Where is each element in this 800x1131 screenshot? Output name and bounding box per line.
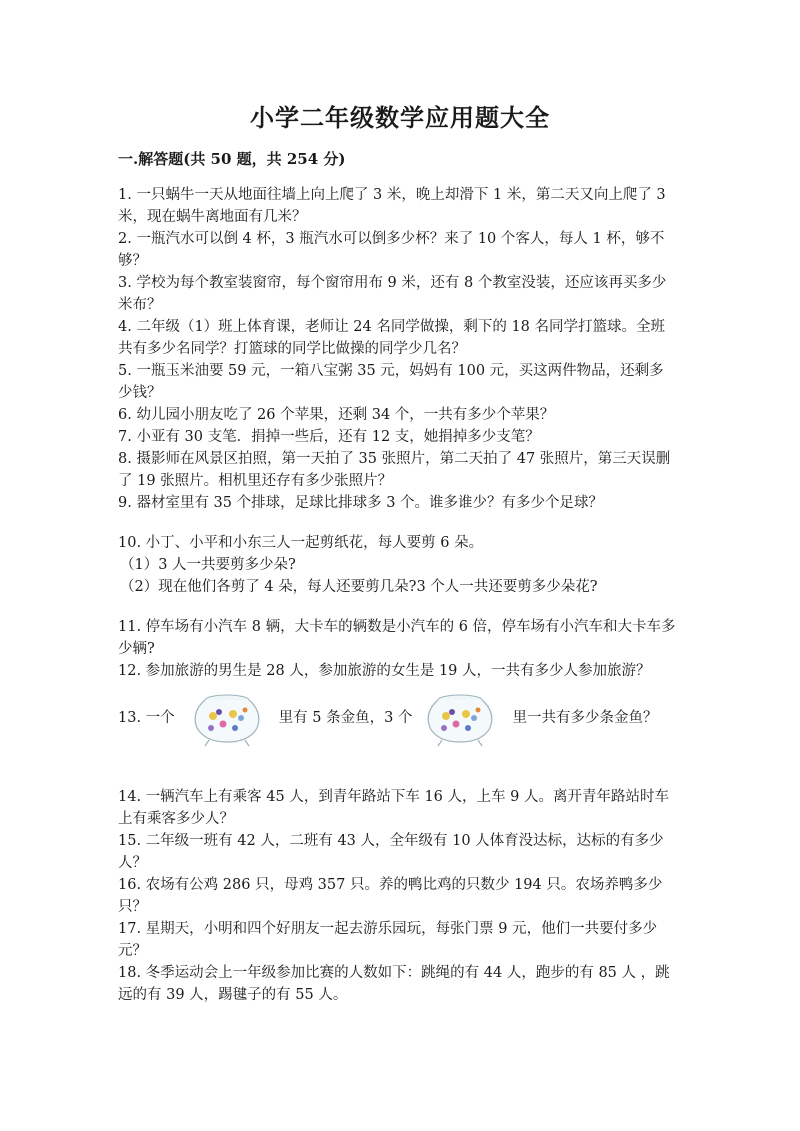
question-4: 4. 二年级（1）班上体育课，老师让 24 名同学做操，剩下的 18 名同学打篮球。全班共有多少名同学？打篮球的同学比做操的同学少几名？ [118, 319, 666, 357]
question-10: 10. 小丁、小平和小东三人一起剪纸花，每人要剪 6 朵。 [118, 535, 484, 551]
question-1: 1. 一只蜗牛一天从地面往墙上向上爬了 3 米，晚上却滑下 1 米，第二天又向上爬了 3 米，现在蜗牛离地面有几米？ [118, 187, 666, 225]
question-list [118, 184, 678, 1006]
question-13 [118, 688, 678, 748]
question-12: 12. 参加旅游的男生是 28 人，参加旅游的女生是 19 人，一共有多少人参加旅游？ [118, 663, 651, 679]
question-14: 14. 一辆汽车上有乘客 45 人，到青年路站下车 16 人，上车 9 人。离开青年路站时车上有乘客多少人？ [118, 789, 669, 827]
question-5: 5. 一瓶玉米油要 59 元，一箱八宝粥 35 元，妈妈有 100 元，买这两件物品，还剩多少钱？ [118, 363, 664, 401]
question-3: 3. 学校为每个教室装窗帘，每个窗帘用布 9 米，还有 8 个教室没装，还应该再买多少米布？ [118, 275, 667, 313]
page-title: 小学二年级数学应用题大全 [250, 103, 550, 132]
question-16: 16. 农场有公鸡 286 只，母鸡 357 只。养的鸭比鸡的只数少 194 只。农场养鸭多少只？ [118, 877, 663, 915]
question-10-part-1: （1）3 人一共要剪多少朵? [120, 557, 296, 573]
question-8: 8. 摄影师在风景区拍照，第一天拍了 35 张照片，第二天拍了 47 张照片，第三天误删了 19 张照片。相机里还存有多少张照片？ [118, 451, 671, 489]
question-9: 9. 器材室里有 35 个排球，足球比排球多 3 个。谁多谁少？有多少个足球？ [118, 495, 604, 511]
question-13-part-a: 13. 一个 [118, 710, 175, 726]
question-15: 15. 二年级一班有 42 人，二班有 43 人，全年级有 10 人体育没达标，达标的有多少人？ [118, 833, 664, 871]
question-7: 7. 小亚有 30 支笔．捐掉一些后，还有 12 支，她捐掉多少支笔？ [118, 429, 540, 445]
question-11: 11. 停车场有小汽车 8 辆，大卡车的辆数是小汽车的 6 倍，停车场有小汽车和大卡车多少辆? [118, 619, 676, 657]
question-17: 17. 星期天，小明和四个好朋友一起去游乐园玩，每张门票 9 元，他们一共要付多少元？ [118, 921, 658, 959]
question-13-part-b: 里有 5 条金鱼，3 个 [278, 710, 413, 726]
question-6: 6. 幼儿园小朋友吃了 26 个苹果，还剩 34 个，一共有多少个苹果？ [118, 407, 555, 423]
question-2: 2. 一瓶汽水可以倒 4 杯，3 瓶汽水可以倒多少杯？来了 10 个客人，每人 1 杯，够不够？ [118, 231, 665, 269]
question-10-part-2: （2）现在他们各剪了 4 朵，每人还要剪几朵?3 个人一共还要剪多少朵花? [120, 579, 598, 595]
question-13-part-c: 里一共有多少条金鱼？ [512, 710, 658, 726]
section-heading: 一.解答题(共 50 题，共 254 分) [118, 150, 346, 168]
fishbowl-icon [422, 688, 498, 748]
question-18: 18. 冬季运动会上一年级参加比赛的人数如下：跳绳的有 44 人，跑步的有 85 人 ，跳远的有 39 人，踢毽子的有 55 人。 [118, 965, 670, 1003]
fishbowl-icon [189, 688, 265, 748]
